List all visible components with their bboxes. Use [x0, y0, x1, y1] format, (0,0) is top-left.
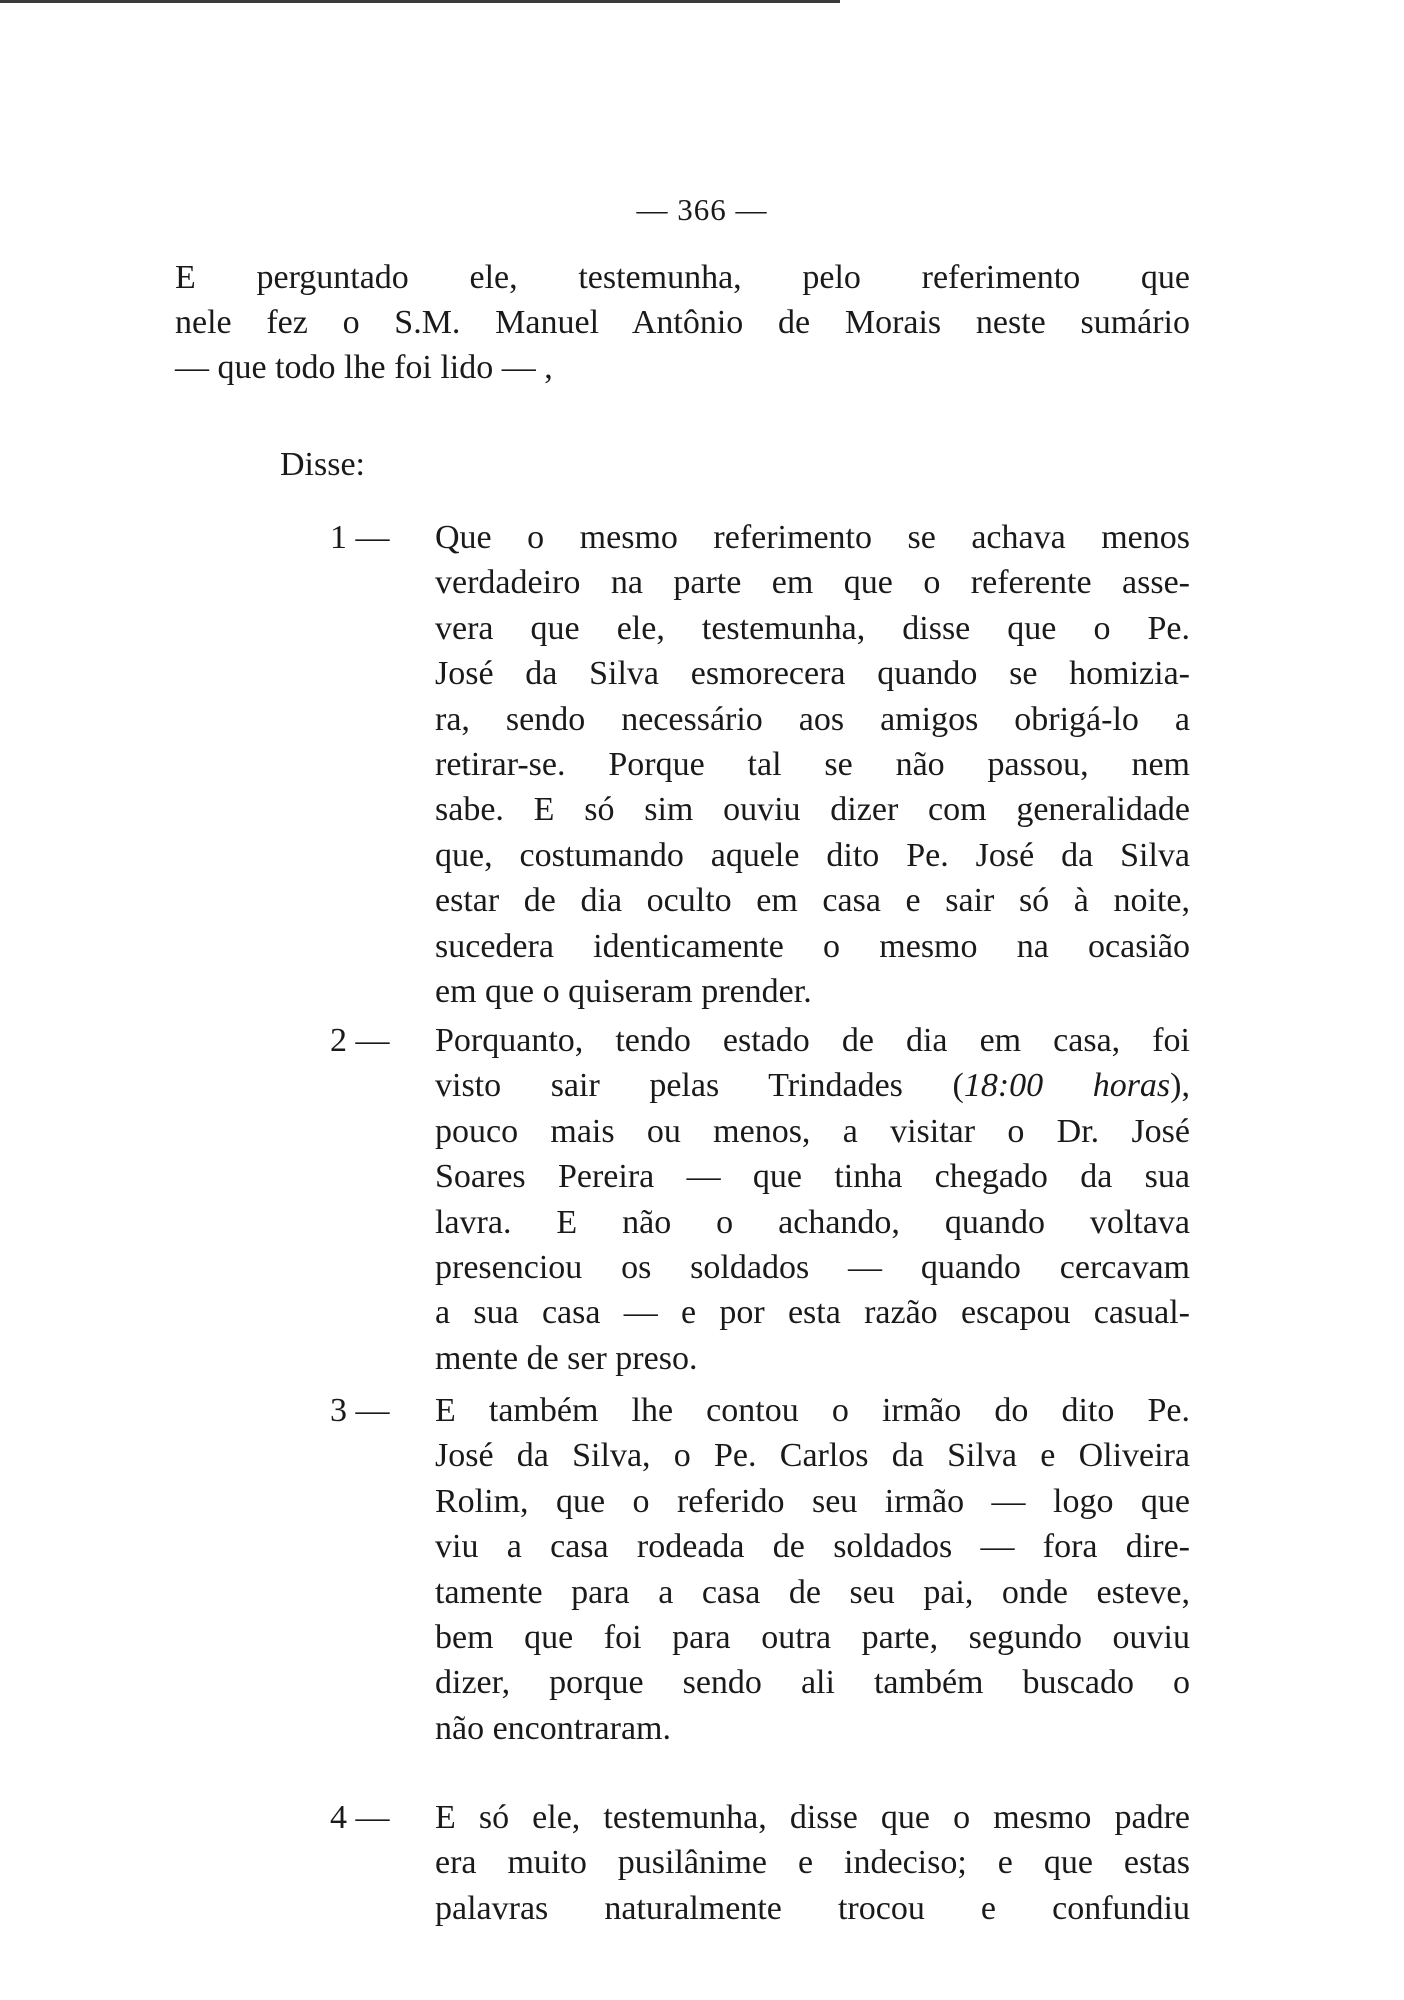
item-line: palavras naturalmente trocou e confundiu — [435, 1889, 1190, 1927]
item-number: 3 — — [330, 1392, 390, 1429]
item-number: 2 — — [330, 1022, 390, 1059]
intro-line: E perguntado ele, testemunha, pelo referimento que — [175, 259, 1190, 296]
intro-line: — que todo lhe foi lido — , — [175, 349, 553, 386]
time-reference: 18:00 horas — [963, 1067, 1171, 1105]
numbered-item-3 — [330, 1388, 1190, 1751]
intro-paragraph — [175, 255, 1190, 390]
item-line: José da Silva esmorecera quando se homizia- — [435, 655, 1190, 693]
item-line: vera que ele, testemunha, disse que o Pe. — [435, 609, 1190, 647]
item-line: em que o quiseram prender. — [435, 973, 812, 1011]
item-line: visto sair pelas Trindades (18:00 horas), — [435, 1067, 1190, 1105]
item-line: sucedera identicamente o mesmo na ocasião — [435, 927, 1190, 965]
item-line: Soares Pereira — que tinha chegado da sua — [435, 1158, 1190, 1196]
item-line: ra, sendo necessário aos amigos obrigá-lo a — [435, 700, 1190, 738]
item-line: pouco mais ou menos, a visitar o Dr. José — [435, 1112, 1190, 1150]
item-line: E também lhe contou o irmão do dito Pe. — [435, 1392, 1190, 1429]
item-line: lavra. E não o achando, quando voltava — [435, 1203, 1190, 1241]
item-line: José da Silva, o Pe. Carlos da Silva e Oliveira — [435, 1437, 1190, 1475]
item-number: 1 — — [330, 519, 390, 556]
numbered-item-1 — [330, 515, 1190, 1014]
item-line: viu a casa rodeada de soldados — fora dire- — [435, 1528, 1190, 1566]
numbered-item-2 — [330, 1018, 1190, 1381]
item-line: sabe. E só sim ouviu dizer com generalidade — [435, 791, 1190, 829]
item-line: tamente para a casa de seu pai, onde esteve, — [435, 1573, 1190, 1611]
item-line: mente de ser preso. — [435, 1339, 698, 1377]
page-top-rule — [0, 0, 840, 3]
item-line: estar de dia oculto em casa e sair só à noite, — [435, 882, 1190, 920]
item-line: que, costumando aquele dito Pe. José da Silva — [435, 836, 1190, 874]
page-number: — 366 — — [636, 192, 768, 227]
item-line: Rolim, que o referido seu irmão — logo que — [435, 1482, 1190, 1520]
item-line: Porquanto, tendo estado de dia em casa, foi — [435, 1022, 1190, 1059]
item-line: E só ele, testemunha, disse que o mesmo padre — [435, 1799, 1190, 1836]
item-line: verdadeiro na parte em que o referente asse- — [435, 564, 1190, 602]
intro-line: nele fez o S.M. Manuel Antônio de Morais neste sumário — [175, 304, 1190, 341]
item-line: não encontraram. — [435, 1709, 671, 1747]
item-line: bem que foi para outra parte, segundo ouviu — [435, 1619, 1190, 1657]
item-line: retirar-se. Porque tal se não passou, nem — [435, 746, 1190, 784]
item-line: a sua casa — e por esta razão escapou casual- — [435, 1294, 1190, 1332]
item-line: presenciou os soldados — quando cercavam — [435, 1249, 1190, 1287]
item-line: era muito pusilânime e indeciso; e que estas — [435, 1844, 1190, 1882]
numbered-item-4 — [330, 1795, 1190, 1931]
disse-heading: Disse: — [280, 446, 365, 483]
item-line: Que o mesmo referimento se achava menos — [435, 519, 1190, 556]
item-line: dizer, porque sendo ali também buscado o — [435, 1664, 1190, 1702]
item-number: 4 — — [330, 1799, 390, 1836]
